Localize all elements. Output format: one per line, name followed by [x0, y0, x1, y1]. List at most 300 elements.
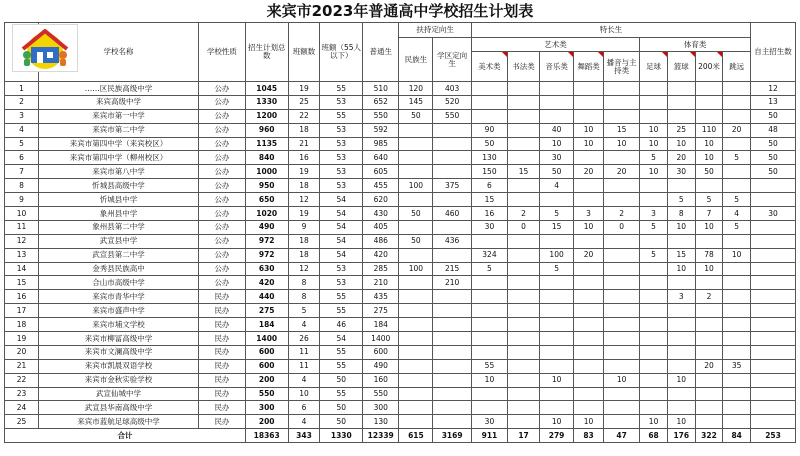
- autonomous-cell: [751, 415, 796, 429]
- calligraphy-cell: [508, 318, 540, 332]
- autonomous-cell: [751, 304, 796, 318]
- table-row: [5, 220, 796, 234]
- art-cell: 16: [471, 207, 507, 221]
- total-plan-cell: 600: [245, 359, 288, 373]
- broadcast-cell: 0: [603, 220, 639, 234]
- longjump-cell: [723, 82, 751, 96]
- district-cell: 436: [433, 234, 471, 248]
- basketball-cell: 25: [667, 123, 695, 137]
- header-support: 扶持定向生: [399, 23, 471, 38]
- art-cell: 5: [471, 262, 507, 276]
- minority-cell: [399, 123, 433, 137]
- music-cell: [540, 318, 574, 332]
- school-type-cell: 公办: [199, 95, 246, 109]
- longjump-cell: 84: [723, 429, 751, 443]
- basketball-cell: [667, 82, 695, 96]
- longjump-cell: [723, 373, 751, 387]
- district-cell: 215: [433, 262, 471, 276]
- basketball-cell: 10: [667, 262, 695, 276]
- table-row: [5, 95, 796, 109]
- dance-cell: [574, 276, 604, 290]
- dance-cell: 83: [574, 429, 604, 443]
- music-cell: 5: [540, 207, 574, 221]
- music-cell: [540, 359, 574, 373]
- broadcast-cell: [603, 82, 639, 96]
- m200-cell: [695, 387, 723, 401]
- autonomous-cell: [751, 193, 796, 207]
- school-type-cell: 民办: [199, 387, 246, 401]
- minority-cell: [399, 332, 433, 346]
- dance-cell: 10: [574, 137, 604, 151]
- school-type-cell: 公办: [199, 165, 246, 179]
- dance-cell: [574, 82, 604, 96]
- music-cell: [540, 345, 574, 359]
- art-cell: [471, 95, 507, 109]
- art-cell: [471, 234, 507, 248]
- art-cell: 30: [471, 415, 507, 429]
- total-plan-cell: 972: [245, 248, 288, 262]
- longjump-cell: 5: [723, 151, 751, 165]
- music-cell: 10: [540, 415, 574, 429]
- minority-cell: [399, 345, 433, 359]
- football-cell: [640, 109, 668, 123]
- header-dance: 舞蹈类: [574, 52, 604, 82]
- football-cell: [640, 318, 668, 332]
- regular-cell: 510: [363, 82, 399, 96]
- basketball-cell: 5: [667, 193, 695, 207]
- music-cell: [540, 193, 574, 207]
- school-type-cell: 民办: [199, 332, 246, 346]
- calligraphy-cell: [508, 359, 540, 373]
- row-index-cell: 8: [5, 179, 39, 193]
- district-cell: [433, 387, 471, 401]
- m200-cell: 10: [695, 151, 723, 165]
- football-cell: 5: [640, 220, 668, 234]
- longjump-cell: 10: [723, 248, 751, 262]
- class-size-cell: 54: [320, 332, 363, 346]
- header-type: 学校性质: [199, 23, 246, 82]
- classes-cell: 18: [288, 123, 320, 137]
- autonomous-cell: 50: [751, 109, 796, 123]
- row-index-cell: 9: [5, 193, 39, 207]
- broadcast-cell: [603, 262, 639, 276]
- regular-cell: 550: [363, 387, 399, 401]
- table-row: [5, 401, 796, 415]
- school-type-cell: 公办: [199, 109, 246, 123]
- district-cell: [433, 304, 471, 318]
- minority-cell: [399, 290, 433, 304]
- row-index-cell: 17: [5, 304, 39, 318]
- broadcast-cell: [603, 304, 639, 318]
- row-index-cell: 2: [5, 95, 39, 109]
- classes-cell: 22: [288, 109, 320, 123]
- school-name-cell: 来宾市第二中学: [39, 123, 199, 137]
- music-cell: 40: [540, 123, 574, 137]
- m200-cell: [695, 276, 723, 290]
- football-cell: 5: [640, 248, 668, 262]
- art-cell: [471, 304, 507, 318]
- m200-cell: 10: [695, 262, 723, 276]
- school-name-cell: 武宣县中学: [39, 234, 199, 248]
- basketball-cell: [667, 109, 695, 123]
- football-cell: 5: [640, 151, 668, 165]
- longjump-cell: [723, 345, 751, 359]
- table-row: [5, 137, 796, 151]
- broadcast-cell: 47: [603, 429, 639, 443]
- longjump-cell: [723, 95, 751, 109]
- regular-cell: 160: [363, 373, 399, 387]
- school-type-cell: 公办: [199, 248, 246, 262]
- broadcast-cell: [603, 415, 639, 429]
- regular-cell: 430: [363, 207, 399, 221]
- m200-cell: [695, 109, 723, 123]
- header-longjump: 跳远: [723, 52, 751, 82]
- class-size-cell: 46: [320, 318, 363, 332]
- minority-cell: [399, 415, 433, 429]
- regular-cell: 275: [363, 304, 399, 318]
- regular-cell: 620: [363, 193, 399, 207]
- music-cell: 30: [540, 151, 574, 165]
- header-art: 美术类: [471, 52, 507, 82]
- total-plan-cell: 200: [245, 415, 288, 429]
- district-cell: [433, 415, 471, 429]
- total-plan-cell: 440: [245, 290, 288, 304]
- header-classes: 班额数: [288, 23, 320, 82]
- dance-cell: [574, 359, 604, 373]
- art-cell: 55: [471, 359, 507, 373]
- table-body: [5, 82, 796, 443]
- basketball-cell: [667, 387, 695, 401]
- calligraphy-cell: 0: [508, 220, 540, 234]
- row-index-cell: 11: [5, 220, 39, 234]
- football-cell: 10: [640, 123, 668, 137]
- school-type-cell: 公办: [199, 234, 246, 248]
- regular-cell: 490: [363, 359, 399, 373]
- music-cell: [540, 109, 574, 123]
- m200-cell: 110: [695, 123, 723, 137]
- school-name-cell: 金秀县民族高中: [39, 262, 199, 276]
- m200-cell: 7: [695, 207, 723, 221]
- row-index-cell: 21: [5, 359, 39, 373]
- total-plan-cell: 18363: [245, 429, 288, 443]
- autonomous-cell: 253: [751, 429, 796, 443]
- dance-cell: 3: [574, 207, 604, 221]
- classes-cell: 21: [288, 137, 320, 151]
- m200-cell: [695, 234, 723, 248]
- longjump-cell: [723, 304, 751, 318]
- row-index-cell: 10: [5, 207, 39, 221]
- row-index-cell: 4: [5, 123, 39, 137]
- regular-cell: 435: [363, 290, 399, 304]
- district-cell: [433, 137, 471, 151]
- enrollment-table: [4, 22, 796, 443]
- football-cell: [640, 387, 668, 401]
- class-size-cell: 53: [320, 95, 363, 109]
- school-name-cell: 来宾市第四中学（柳州校区）: [39, 151, 199, 165]
- class-size-cell: 54: [320, 193, 363, 207]
- class-size-cell: 54: [320, 234, 363, 248]
- calligraphy-cell: [508, 109, 540, 123]
- longjump-cell: [723, 234, 751, 248]
- calligraphy-cell: [508, 401, 540, 415]
- total-plan-cell: 200: [245, 373, 288, 387]
- basketball-cell: 10: [667, 137, 695, 151]
- classes-cell: 26: [288, 332, 320, 346]
- district-cell: 460: [433, 207, 471, 221]
- class-size-cell: 55: [320, 345, 363, 359]
- school-name-cell: 来宾市盛声中学: [39, 304, 199, 318]
- music-cell: [540, 82, 574, 96]
- row-index-cell: 25: [5, 415, 39, 429]
- autonomous-cell: [751, 179, 796, 193]
- minority-cell: [399, 151, 433, 165]
- autonomous-cell: 30: [751, 207, 796, 221]
- row-index-cell: 15: [5, 276, 39, 290]
- autonomous-cell: 48: [751, 123, 796, 137]
- school-name-cell: 来宾市埔文学校: [39, 318, 199, 332]
- calligraphy-cell: [508, 276, 540, 290]
- minority-cell: [399, 304, 433, 318]
- header-regular: 普通生: [363, 23, 399, 82]
- class-size-cell: 53: [320, 179, 363, 193]
- autonomous-cell: [751, 401, 796, 415]
- broadcast-cell: 15: [603, 123, 639, 137]
- classes-cell: 25: [288, 95, 320, 109]
- football-cell: 68: [640, 429, 668, 443]
- m200-cell: 78: [695, 248, 723, 262]
- basketball-cell: [667, 304, 695, 318]
- art-cell: 324: [471, 248, 507, 262]
- row-index-cell: 13: [5, 248, 39, 262]
- regular-cell: 550: [363, 109, 399, 123]
- row-index-cell: 12: [5, 234, 39, 248]
- table-row: [5, 248, 796, 262]
- school-name-cell: 来宾市金秋实验学校: [39, 373, 199, 387]
- classes-cell: 11: [288, 345, 320, 359]
- total-plan-cell: 1135: [245, 137, 288, 151]
- row-index-cell: 6: [5, 151, 39, 165]
- row-index-cell: 3: [5, 109, 39, 123]
- broadcast-cell: [603, 193, 639, 207]
- total-row: [5, 429, 796, 443]
- regular-cell: 300: [363, 401, 399, 415]
- calligraphy-cell: [508, 373, 540, 387]
- calligraphy-cell: 15: [508, 165, 540, 179]
- classes-cell: 16: [288, 151, 320, 165]
- row-index-cell: 20: [5, 345, 39, 359]
- district-cell: [433, 165, 471, 179]
- autonomous-cell: [751, 276, 796, 290]
- autonomous-cell: 12: [751, 82, 796, 96]
- music-cell: 10: [540, 373, 574, 387]
- header-music: 音乐类: [540, 52, 574, 82]
- table-row: [5, 193, 796, 207]
- row-index-cell: 23: [5, 387, 39, 401]
- calligraphy-cell: [508, 248, 540, 262]
- m200-cell: [695, 179, 723, 193]
- class-size-cell: 55: [320, 82, 363, 96]
- classes-cell: 11: [288, 359, 320, 373]
- header-class-size: 班额（55人以下）: [320, 23, 363, 82]
- art-cell: 30: [471, 220, 507, 234]
- school-type-cell: 公办: [199, 220, 246, 234]
- autonomous-cell: 50: [751, 165, 796, 179]
- m200-cell: 10: [695, 220, 723, 234]
- longjump-cell: [723, 415, 751, 429]
- total-plan-cell: 1020: [245, 207, 288, 221]
- header-minority: 民族生: [399, 38, 433, 82]
- class-size-cell: 55: [320, 109, 363, 123]
- minority-cell: [399, 318, 433, 332]
- row-index-cell: 1: [5, 82, 39, 96]
- row-index-cell: 7: [5, 165, 39, 179]
- school-name-cell: 来宾市凯晨双语学校: [39, 359, 199, 373]
- broadcast-cell: [603, 359, 639, 373]
- class-size-cell: 55: [320, 290, 363, 304]
- page-title: 来宾市2023年普通高中学校招生计划表: [0, 0, 800, 22]
- m200-cell: [695, 318, 723, 332]
- broadcast-cell: [603, 290, 639, 304]
- dance-cell: [574, 304, 604, 318]
- total-plan-cell: 1330: [245, 95, 288, 109]
- art-cell: 6: [471, 179, 507, 193]
- m200-cell: [695, 95, 723, 109]
- broadcast-cell: [603, 276, 639, 290]
- art-cell: [471, 109, 507, 123]
- table-row: [5, 179, 796, 193]
- school-name-cell: 武宣县华南高级中学: [39, 401, 199, 415]
- art-cell: 10: [471, 373, 507, 387]
- basketball-cell: [667, 345, 695, 359]
- classes-cell: 18: [288, 179, 320, 193]
- m200-cell: 5: [695, 193, 723, 207]
- header-basketball: 篮球: [667, 52, 695, 82]
- district-cell: 520: [433, 95, 471, 109]
- art-cell: [471, 290, 507, 304]
- classes-cell: 18: [288, 234, 320, 248]
- longjump-cell: [723, 137, 751, 151]
- school-type-cell: 民办: [199, 359, 246, 373]
- table-row: [5, 415, 796, 429]
- basketball-cell: [667, 318, 695, 332]
- autonomous-cell: [751, 290, 796, 304]
- school-type-cell: 公办: [199, 82, 246, 96]
- total-plan-cell: 960: [245, 123, 288, 137]
- classes-cell: 5: [288, 304, 320, 318]
- school-name-cell: 忻城县高级中学: [39, 179, 199, 193]
- calligraphy-cell: [508, 137, 540, 151]
- school-name-cell: 来宾市第八中学: [39, 165, 199, 179]
- school-type-cell: 公办: [199, 123, 246, 137]
- header-broadcast: 播音与主持类: [603, 52, 639, 82]
- football-cell: 3: [640, 207, 668, 221]
- total-plan-cell: 950: [245, 179, 288, 193]
- header-calligraphy: 书法类: [508, 52, 540, 82]
- class-size-cell: 54: [320, 248, 363, 262]
- art-cell: 90: [471, 123, 507, 137]
- total-plan-cell: 600: [245, 345, 288, 359]
- regular-cell: 420: [363, 248, 399, 262]
- longjump-cell: 5: [723, 193, 751, 207]
- district-cell: [433, 359, 471, 373]
- school-type-cell: 公办: [199, 193, 246, 207]
- school-logo-icon: [12, 24, 78, 72]
- calligraphy-cell: [508, 415, 540, 429]
- district-cell: 3169: [433, 429, 471, 443]
- music-cell: 279: [540, 429, 574, 443]
- football-cell: [640, 82, 668, 96]
- broadcast-cell: 20: [603, 165, 639, 179]
- header-school: 学校名称: [39, 23, 199, 82]
- district-cell: [433, 290, 471, 304]
- total-plan-cell: 1400: [245, 332, 288, 346]
- school-type-cell: 民办: [199, 304, 246, 318]
- football-cell: [640, 373, 668, 387]
- music-cell: 10: [540, 137, 574, 151]
- school-type-cell: 民办: [199, 415, 246, 429]
- autonomous-cell: [751, 318, 796, 332]
- broadcast-cell: [603, 151, 639, 165]
- district-cell: [433, 220, 471, 234]
- row-index-cell: 22: [5, 373, 39, 387]
- district-cell: [433, 193, 471, 207]
- class-size-cell: 53: [320, 151, 363, 165]
- autonomous-cell: [751, 332, 796, 346]
- minority-cell: [399, 359, 433, 373]
- table-row: [5, 165, 796, 179]
- district-cell: 403: [433, 82, 471, 96]
- dance-cell: [574, 332, 604, 346]
- broadcast-cell: [603, 248, 639, 262]
- table-row: [5, 109, 796, 123]
- school-name-cell: 来宾高级中学: [39, 95, 199, 109]
- minority-cell: 120: [399, 82, 433, 96]
- total-plan-cell: 1200: [245, 109, 288, 123]
- calligraphy-cell: [508, 387, 540, 401]
- football-cell: [640, 332, 668, 346]
- football-cell: 10: [640, 137, 668, 151]
- regular-cell: 405: [363, 220, 399, 234]
- dance-cell: [574, 345, 604, 359]
- table-row: [5, 387, 796, 401]
- basketball-cell: [667, 332, 695, 346]
- district-cell: [433, 332, 471, 346]
- autonomous-cell: [751, 262, 796, 276]
- broadcast-cell: [603, 95, 639, 109]
- dance-cell: [574, 262, 604, 276]
- m200-cell: 10: [695, 137, 723, 151]
- district-cell: 210: [433, 276, 471, 290]
- art-cell: 150: [471, 165, 507, 179]
- longjump-cell: [723, 318, 751, 332]
- classes-cell: 6: [288, 401, 320, 415]
- dance-cell: [574, 193, 604, 207]
- football-cell: [640, 290, 668, 304]
- dance-cell: [574, 290, 604, 304]
- class-size-cell: 53: [320, 123, 363, 137]
- regular-cell: 285: [363, 262, 399, 276]
- class-size-cell: 53: [320, 276, 363, 290]
- longjump-cell: 20: [723, 123, 751, 137]
- classes-cell: 19: [288, 207, 320, 221]
- classes-cell: 19: [288, 82, 320, 96]
- school-name-cell: 合山市高级中学: [39, 276, 199, 290]
- music-cell: [540, 401, 574, 415]
- school-name-cell: 象州县中学: [39, 207, 199, 221]
- class-size-cell: 50: [320, 373, 363, 387]
- class-size-cell: 53: [320, 262, 363, 276]
- dance-cell: 20: [574, 165, 604, 179]
